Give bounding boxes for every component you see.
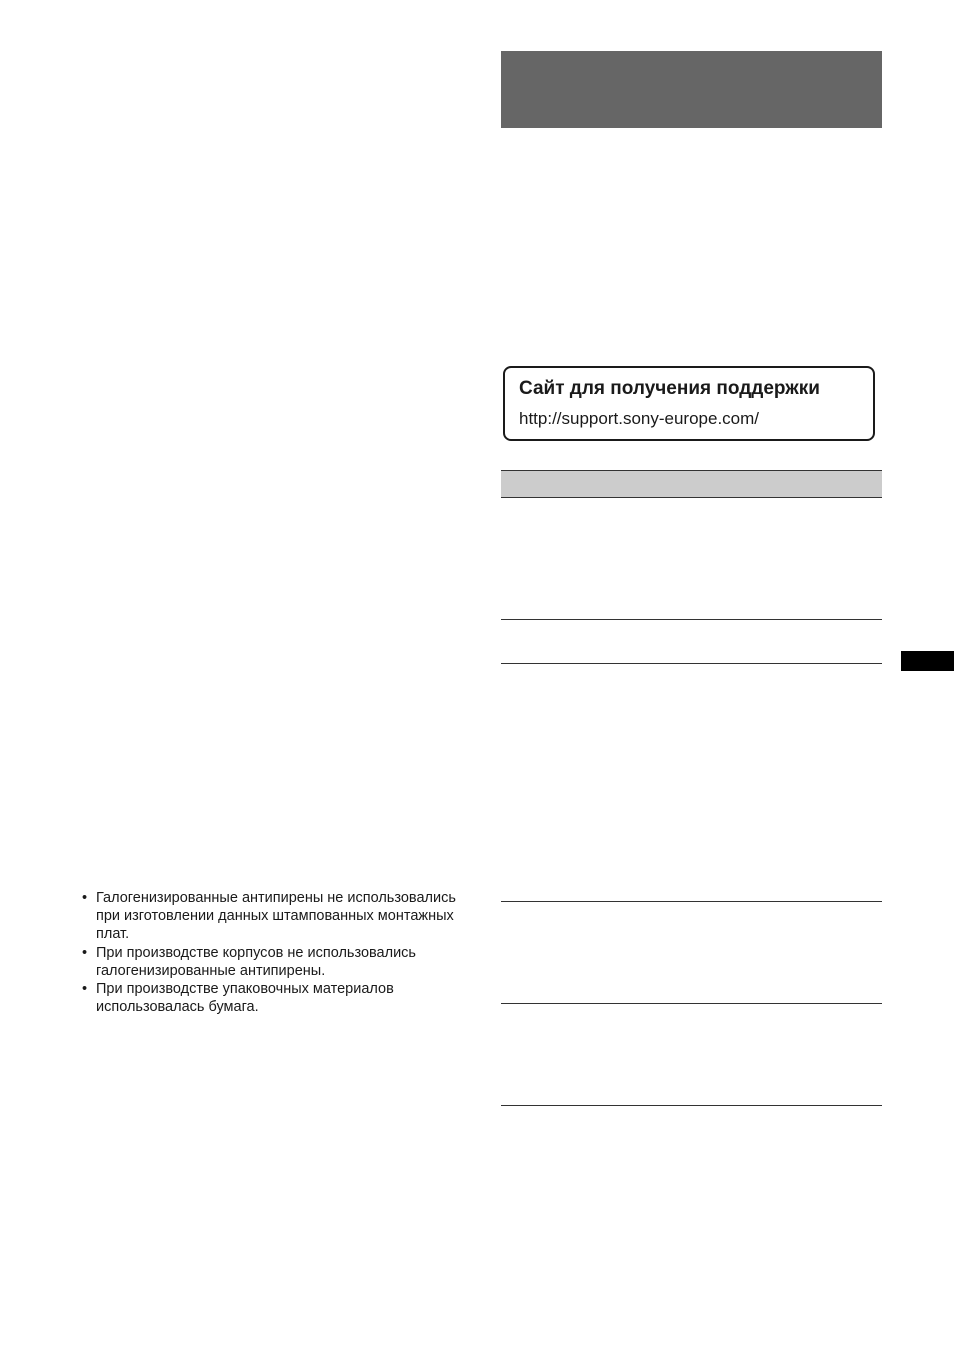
support-url[interactable]: http://support.sony-europe.com/ [519,409,760,428]
list-item: • Галогенизированные антипирены не использовались при изготовлении данных штампованных монтажных плат. [82,889,462,944]
list-item: • При производстве упаковочных материалов использовалась бумага. [82,980,462,1016]
section-header-band [501,470,882,498]
divider [501,901,882,902]
support-box [503,366,875,441]
support-title: Сайт для получения поддержки [519,378,820,399]
divider [501,1105,882,1106]
header-bar [501,51,882,128]
divider [501,663,882,664]
list-item: • При производстве корпусов не использовались галогенизированные антипирены. [82,944,462,980]
environment-notes-list [82,889,462,1016]
divider [501,1003,882,1004]
divider [501,619,882,620]
language-side-tab [901,651,954,671]
